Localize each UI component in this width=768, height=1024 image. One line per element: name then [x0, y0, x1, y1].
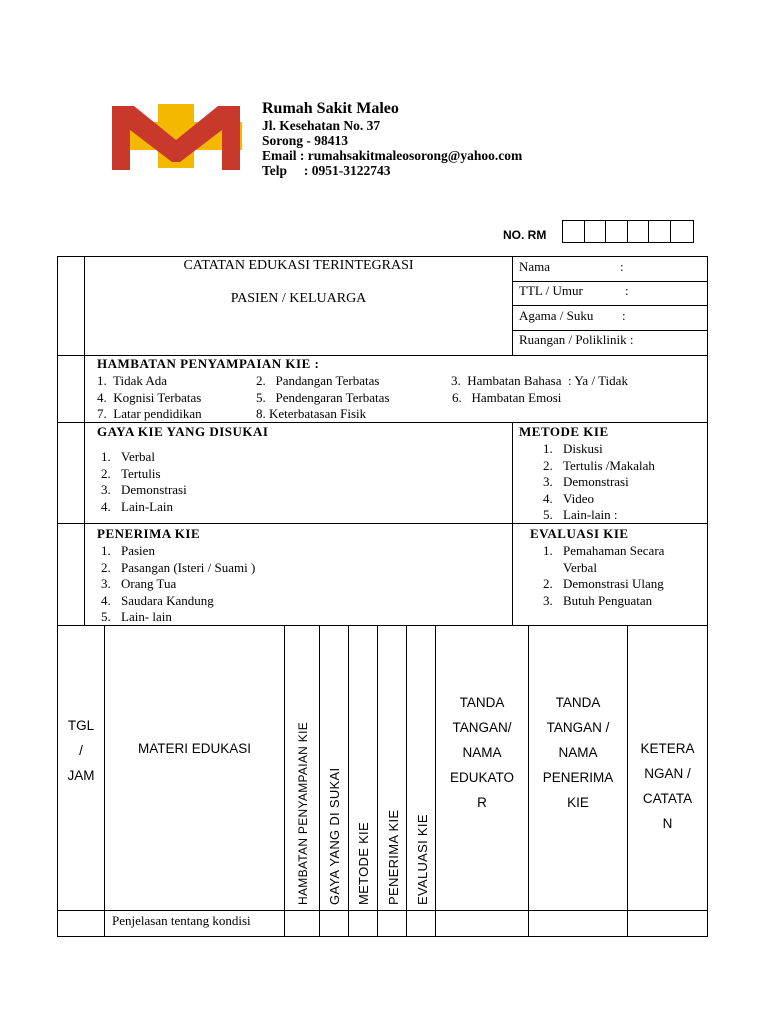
col-penerima-clip — [378, 640, 406, 905]
metode-item[interactable]: 4. Video — [543, 490, 594, 506]
hospital-telp: Telp : 0951-3122743 — [262, 163, 391, 178]
penerima-item[interactable]: 3. Orang Tua — [101, 576, 177, 591]
hospital-city: Sorong - 98413 — [262, 133, 349, 148]
penerima-title: PENERIMA KIE — [97, 526, 201, 541]
penerima-list — [101, 543, 255, 626]
col-evaluasi-clip — [407, 640, 435, 905]
col-ttd-penerima-header: TANDA TANGAN / NAMA PENERIMA KIE — [542, 695, 614, 810]
col-metode-header: METODE KIE — [356, 822, 371, 905]
table-row-tgl-cell[interactable] — [58, 911, 104, 936]
field-ruangan-label: Ruangan / Poliklinik : — [519, 332, 634, 347]
field-agama-label: Agama / Suku — [519, 308, 594, 323]
hambatan-title: HAMBATAN PENYAMPAIAN KIE : — [97, 356, 320, 371]
field-nama-sep: : — [620, 259, 624, 274]
evaluasi-title: EVALUASI KIE — [530, 526, 629, 541]
hambatan-option[interactable]: 1. Tidak Ada — [97, 373, 168, 388]
rm-box[interactable] — [648, 220, 671, 243]
col-keterangan-header: KETERA NGAN / CATATA N — [640, 741, 695, 831]
field-ttl-sep: : — [625, 283, 629, 298]
field-ttl-label: TTL / Umur — [519, 283, 583, 298]
hospital-name: Rumah Sakit Maleo — [262, 100, 399, 117]
nama-input[interactable] — [630, 258, 706, 280]
gaya-item[interactable]: 1. Verbal — [101, 449, 155, 464]
col-evaluasi-header: EVALUASI KIE — [415, 814, 430, 905]
gaya-title: GAYA KIE YANG DISUKAI — [97, 424, 269, 439]
metode-item[interactable]: 2. Tertulis /Makalah — [543, 457, 655, 473]
rm-label: NO. RM — [503, 228, 547, 242]
penerima-item[interactable]: 5. Lain- lain — [101, 609, 172, 624]
rm-boxes[interactable] — [562, 220, 694, 243]
evaluasi-item[interactable]: 3. Butuh Penguatan — [543, 592, 653, 608]
field-agama-sep: : — [622, 308, 626, 323]
rm-box[interactable] — [584, 220, 607, 243]
field-nama-label: Nama — [519, 259, 551, 274]
rm-box[interactable] — [562, 220, 585, 243]
hospital-email: Email : rumahsakitmaleosorong@yahoo.com — [262, 148, 523, 163]
metode-item[interactable]: 1. Diskusi — [543, 441, 603, 456]
rm-box[interactable] — [627, 220, 650, 243]
rm-box[interactable] — [670, 220, 694, 243]
table-row-materi: Penjelasan tentang kondisi — [112, 913, 251, 928]
ttl-input[interactable] — [635, 282, 706, 304]
hambatan-option[interactable]: 3. Hambatan Bahasa : Ya / Tidak — [451, 373, 628, 388]
penerima-item[interactable]: 1. Pasien — [101, 543, 155, 558]
metode-title: METODE KIE — [519, 424, 609, 439]
metode-item[interactable]: 5. Lain-lain : — [543, 507, 618, 522]
form-subtitle: PASIEN / KELUARGA — [230, 291, 367, 306]
form-title: CATATAN EDUKASI TERINTEGRASI — [183, 258, 414, 273]
hambatan-option[interactable]: 6. Hambatan Emosi — [452, 390, 562, 405]
evaluasi-item-cont: Verbal — [563, 559, 597, 575]
hospital-address: Jl. Kesehatan No. 37 — [262, 118, 381, 133]
col-hambatan-header: HAMBATAN PENYAMPAIAN KIE — [296, 721, 310, 905]
col-tgl-jam-header: TGL / JAM — [67, 718, 95, 783]
gaya-item[interactable]: 3. Demonstrasi — [101, 482, 187, 497]
col-ttd-edukator-header: TANDA TANGAN/ NAMA EDUKATO R — [449, 695, 514, 810]
evaluasi-item[interactable]: 1. Pemahaman Secara — [543, 543, 665, 558]
evaluasi-list — [543, 543, 664, 609]
evaluasi-item[interactable]: 2. Demonstrasi Ulang — [543, 576, 664, 591]
col-gaya-header: GAYA YANG DI SUKAI — [327, 767, 342, 905]
gaya-item[interactable]: 4. Lain-Lain — [101, 498, 173, 514]
penerima-item[interactable]: 4. Saudara Kandung — [101, 592, 214, 608]
hospital-logo — [108, 100, 248, 172]
hambatan-option[interactable]: 4. Kognisi Terbatas — [97, 390, 202, 405]
penerima-item[interactable]: 2. Pasangan (Isteri / Suami ) — [101, 559, 256, 575]
agama-input[interactable] — [632, 306, 706, 329]
metode-list — [543, 441, 655, 524]
col-penerima-header: PENERIMA KIE — [386, 809, 401, 905]
hambatan-option[interactable]: 7. Latar pendidikan — [97, 406, 202, 421]
hambatan-option[interactable]: 5. Pendengaran Terbatas — [256, 390, 390, 405]
hambatan-option[interactable]: 2. Pandangan Terbatas — [256, 373, 380, 388]
col-materi-header: MATERI EDUKASI — [137, 741, 252, 756]
metode-item[interactable]: 3. Demonstrasi — [543, 474, 629, 489]
ruangan-input[interactable] — [656, 331, 706, 354]
gaya-item[interactable]: 2. Tertulis — [101, 465, 161, 481]
rm-box[interactable] — [605, 220, 628, 243]
gaya-list — [101, 449, 187, 515]
hambatan-option[interactable]: 8. Keterbatasan Fisik — [256, 406, 367, 421]
